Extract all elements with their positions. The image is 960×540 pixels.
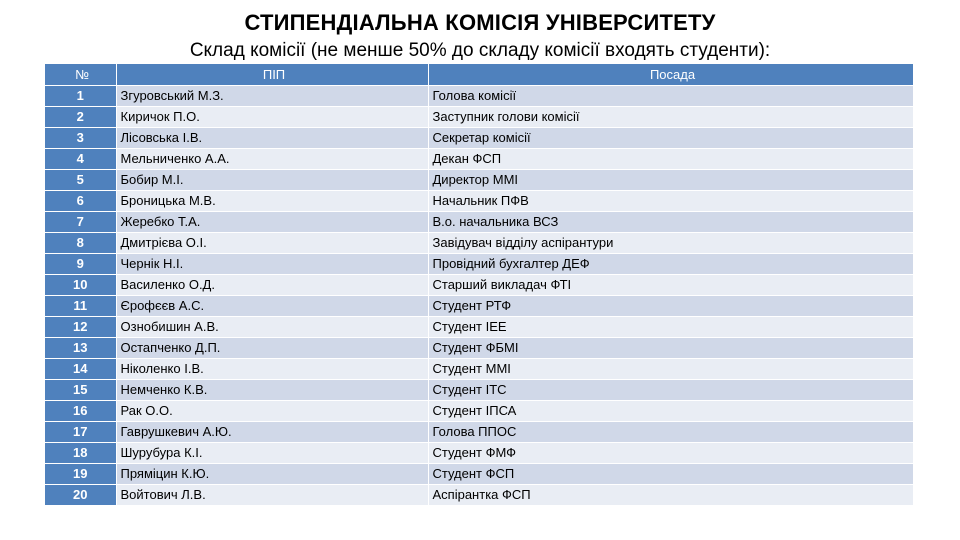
header-row [45,64,913,86]
table-row [45,254,913,275]
member-name: Мельниченко А.А. [116,149,428,170]
member-position: Завідувач відділу аспірантури [428,233,913,254]
member-position: Декан ФСП [428,149,913,170]
commission-members-table [45,64,914,506]
row-number: 3 [45,128,116,149]
row-number: 8 [45,233,116,254]
row-number: 18 [45,443,116,464]
row-number: 15 [45,380,116,401]
table-row [45,443,913,464]
table-row [45,422,913,443]
member-position: В.о. начальника ВСЗ [428,212,913,233]
table-row [45,233,913,254]
member-name: Чернік Н.І. [116,254,428,275]
column-header-number: № [45,64,116,86]
row-number: 20 [45,485,116,506]
member-position: Студент ІПСА [428,401,913,422]
member-position: Директор ММІ [428,170,913,191]
row-number: 19 [45,464,116,485]
table-body [45,86,913,506]
member-position: Студент ММІ [428,359,913,380]
row-number: 4 [45,149,116,170]
table-row [45,149,913,170]
row-number: 13 [45,338,116,359]
member-position: Аспірантка ФСП [428,485,913,506]
table-row [45,275,913,296]
table-row [45,464,913,485]
member-name: Згуровський М.З. [116,86,428,107]
member-position: Голова ППОС [428,422,913,443]
member-name: Ознобишин А.В. [116,317,428,338]
row-number: 6 [45,191,116,212]
slide-title: СТИПЕНДІАЛЬНА КОМІСІЯ УНІВЕРСИТЕТУ [244,10,716,35]
member-position: Начальник ПФВ [428,191,913,212]
member-name: Лісовська І.В. [116,128,428,149]
table-row [45,212,913,233]
table-row [45,380,913,401]
row-number: 1 [45,86,116,107]
column-header-position: Посада [428,64,913,86]
row-number: 5 [45,170,116,191]
row-number: 2 [45,107,116,128]
member-name: Шурубура К.І. [116,443,428,464]
row-number: 9 [45,254,116,275]
row-number: 16 [45,401,116,422]
member-position: Студент РТФ [428,296,913,317]
column-header-name: ПІП [116,64,428,86]
table-row [45,317,913,338]
member-name: Войтович Л.В. [116,485,428,506]
table-row [45,401,913,422]
member-position: Секретар комісії [428,128,913,149]
member-name: Єрофєєв А.С. [116,296,428,317]
member-name: Пряміцин К.Ю. [116,464,428,485]
member-position: Студент ФМФ [428,443,913,464]
table-row [45,296,913,317]
table-row [45,107,913,128]
member-name: Рак О.О. [116,401,428,422]
member-position: Студент ФБМІ [428,338,913,359]
member-position: Студент ІЕЕ [428,317,913,338]
table-row [45,86,913,107]
member-position: Провідний бухгалтер ДЕФ [428,254,913,275]
member-name: Немченко К.В. [116,380,428,401]
member-position: Студент ІТС [428,380,913,401]
member-name: Дмитрієва О.І. [116,233,428,254]
row-number: 10 [45,275,116,296]
row-number: 14 [45,359,116,380]
member-name: Василенко О.Д. [116,275,428,296]
member-position: Голова комісії [428,86,913,107]
table-header [45,64,913,86]
table-row [45,338,913,359]
member-name: Киричок П.О. [116,107,428,128]
member-name: Броницька М.В. [116,191,428,212]
table-row [45,485,913,506]
table-row [45,128,913,149]
row-number: 7 [45,212,116,233]
member-name: Ніколенко І.В. [116,359,428,380]
slide-subtitle: Склад комісії (не менше 50% до складу комісії входять студенти): [189,40,771,61]
member-name: Остапченко Д.П. [116,338,428,359]
member-position: Заступник голови комісії [428,107,913,128]
member-name: Гаврушкевич А.Ю. [116,422,428,443]
row-number: 11 [45,296,116,317]
row-number: 12 [45,317,116,338]
member-name: Бобир М.І. [116,170,428,191]
table-row [45,359,913,380]
table-row [45,170,913,191]
member-name: Жеребко Т.А. [116,212,428,233]
member-position: Студент ФСП [428,464,913,485]
table-row [45,191,913,212]
member-position: Старший викладач ФТІ [428,275,913,296]
row-number: 17 [45,422,116,443]
